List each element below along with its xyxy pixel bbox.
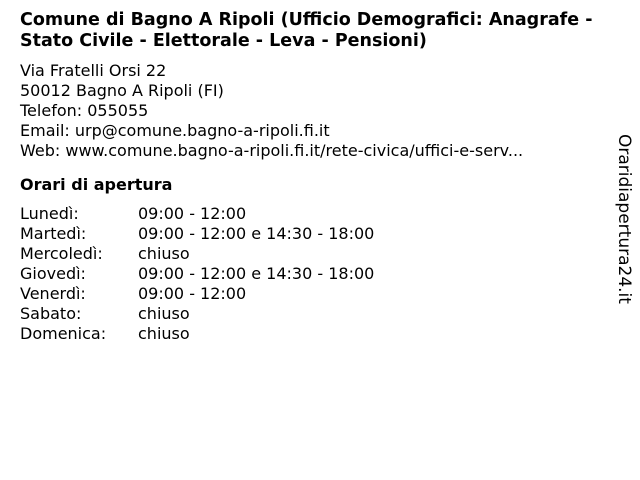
hours-row-sunday [20, 324, 610, 344]
opening-hours-heading: Orari di apertura [20, 175, 173, 194]
day-hours: chiuso [138, 324, 190, 343]
brand-watermark: Oraridiapertura24.it [614, 134, 634, 304]
email-text: Email: urp@comune.bagno-a-ripoli.fi.it [20, 121, 330, 140]
day-label: Lunedì: [20, 204, 79, 223]
hours-row-saturday [20, 304, 610, 324]
opening-hours-table [20, 204, 610, 344]
day-label: Sabato: [20, 304, 82, 323]
website-text: Web: www.comune.bagno-a-ripoli.fi.it/rete-civica/uffici-e-serv... [20, 141, 524, 160]
day-hours: 09:00 - 12:00 e 14:30 - 18:00 [138, 264, 375, 283]
phone-text: Telefon: 055055 [20, 101, 149, 120]
office-title: Comune di Bagno A Ripoli (Ufficio Demografici: Anagrafe - Stato Civile - Elettorale - Leva - Pensioni) [20, 10, 593, 51]
day-label: Giovedì: [20, 264, 86, 283]
day-label: Mercoledì: [20, 244, 103, 263]
day-hours: chiuso [138, 304, 190, 323]
hours-row-tuesday [20, 224, 610, 244]
contact-block [20, 61, 610, 161]
day-hours: 09:00 - 12:00 [138, 284, 247, 303]
day-hours: chiuso [138, 244, 190, 263]
day-hours: 09:00 - 12:00 [138, 204, 247, 223]
address-street: Via Fratelli Orsi 22 [20, 61, 167, 80]
hours-row-wednesday [20, 244, 610, 264]
hours-row-thursday [20, 264, 610, 284]
address-city: 50012 Bagno A Ripoli (FI) [20, 81, 224, 100]
office-card [20, 10, 610, 344]
day-hours: 09:00 - 12:00 e 14:30 - 18:00 [138, 224, 375, 243]
day-label: Venerdì: [20, 284, 86, 303]
hours-row-monday [20, 204, 610, 224]
day-label: Domenica: [20, 324, 107, 343]
day-label: Martedì: [20, 224, 87, 243]
hours-row-friday [20, 284, 610, 304]
